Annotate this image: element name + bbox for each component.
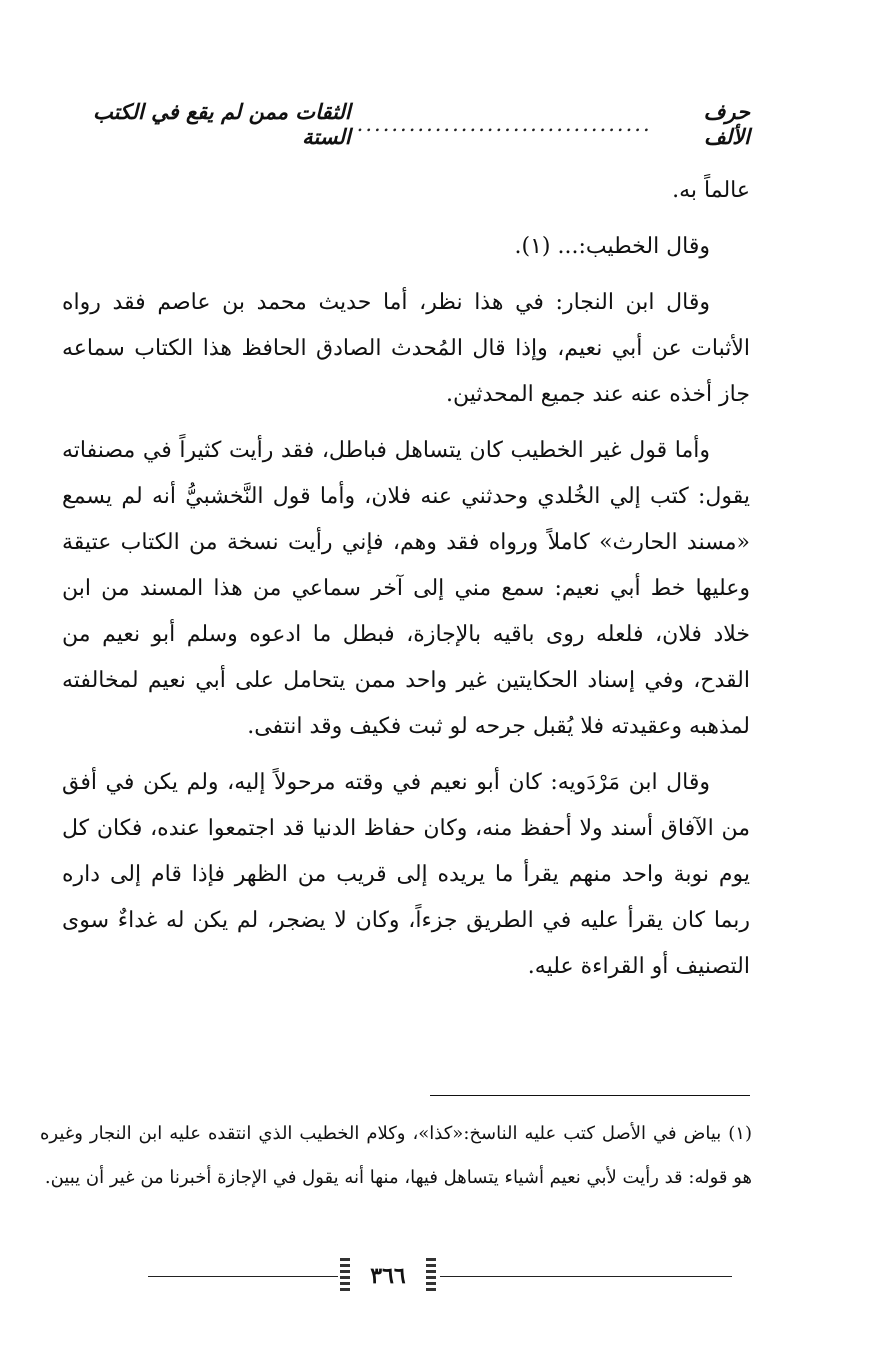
paragraph: وقال ابن مَرْدَويه: كان أبو نعيم في وقته مرحولاً إليه، ولم يكن في أفق من الآفاق أسند ولا أحفظ منه، وكان حفاظ الدنيا قد اجتمعوا عنده، فكان كل يوم نوبة واحد منهم يقرأ ما يريده إلى قريب من الظهر فإذا قام إلى داره ربما كان يقرأ عليه في الطريق جزءاً، وكان لا يضجر، لم يكن له غداءٌ سوى التصنيف أو القراءة عليه.	[62, 770, 750, 979]
footnote-text: (١) بياض في الأصل كتب عليه الناسخ:«كذا»، وكلام الخطيب الذي انتقده عليه ابن النجار وغيره هو قوله: قد رأيت لأبي نعيم أشياء يتساهل فيها، منها أنه يقول في الإجازة أخبرنا من غير أن يبين.	[40, 1123, 752, 1188]
footer-rule-right	[440, 1276, 732, 1277]
paragraph: وأما قول غير الخطيب كان يتساهل فباطل، فقد رأيت كثيراً في مصنفاته يقول: كتب إلي الخُلدي وحدثني عنه فلان، وأما قول النَّخشبيُّ أنه لم يسمع «مسند الحارث» كاملاً ورواه فقد وهم، فإني رأيت نسخة من الكتاب عتيقة وعليها خط أبي نعيم: سمع مني إلى آخر سماعي من هذا المسند من ابن خلاد فلان، فلعله روى باقيه بالإجازة، فبطل ما ادعوه وسلم أبو نعيم من القدح، وفي إسناد الحكايتين غير واحد ممن يتحامل على أبي نعيم لمخالفته لمذهبه وعقيدته فلا يُقبل جرحه لو ثبت فكيف وقد انتفى.	[62, 438, 750, 739]
running-header	[60, 99, 750, 149]
paragraph: عالماً به.	[672, 178, 750, 203]
chapter-title: حرف الألف	[703, 99, 750, 149]
book-section-title: الثقات ممن لم يقع في الكتب الستة	[93, 99, 351, 149]
paragraph: وقال الخطيب:... (١).	[514, 234, 710, 259]
footnote-separator	[430, 1095, 750, 1096]
ornament-icon	[426, 1258, 436, 1294]
header-dot-leader: ..................................	[356, 112, 652, 136]
footnote	[40, 1112, 752, 1200]
ornament-icon	[340, 1258, 350, 1294]
paragraph: وقال ابن النجار: في هذا نظر، أما حديث محمد بن عاصم فقد رواه الأثبات عن أبي نعيم، وإذا قال المُحدث الصادق الحافظ هذا الكتاب سماعه جاز أخذه عنه عند جميع المحدثين.	[62, 290, 750, 407]
page-number: ٣٦٦	[370, 1263, 406, 1289]
footer-rule-left	[148, 1276, 338, 1277]
page-number-box	[340, 1258, 436, 1294]
main-text	[62, 168, 750, 1000]
